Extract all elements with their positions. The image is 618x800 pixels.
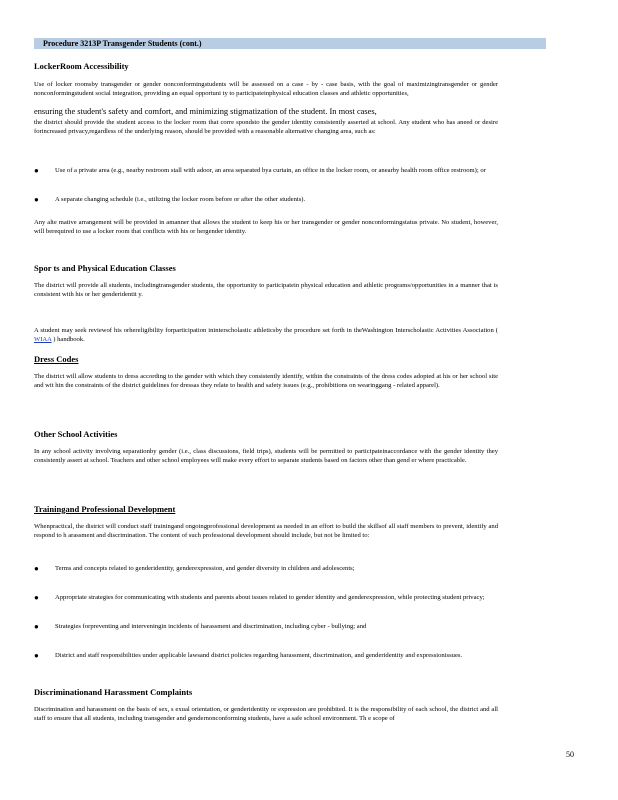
locker-room-paragraph-1: Use of locker roomsby transgender or gender nonconformingstudents will be assessed on a case - by - case basis, with the goal of maximizingtransgender or gender nonconformingstudent social integration, providing an equal opportuni ty to participateinphysical education classes and athletic opportunities,	[34, 81, 498, 98]
page-header: Procedure 3213P Transgender Students (cont.)	[43, 39, 202, 48]
locker-room-heading: LockerRoom Accessibility	[34, 61, 129, 71]
discrimination-heading: Discriminationand Harassment Complaints	[34, 687, 193, 697]
locker-room-paragraph-1-tail: the district should provide the student access to the locker room that corre spondsto the gender identity consistently asserted at school. Any student who has aneed or desire forincreased privacy,regardless of the underlying reason, should be provided with a reasonable alternative changing area, such as:	[34, 119, 498, 136]
bullet-icon: ●	[34, 593, 39, 602]
dress-codes-paragraph: The district will allow students to dress according to the gender with which they consistently identify, within the constraints of the dress codes adopted at his or her school site and wit hin the constraints of the district guidelines for dressas they relate to health and safety issues (e.g., prohibitions on wearinggang - related apparel).	[34, 373, 498, 390]
training-paragraph: Whenpractical, the district will conduct staff trainingand ongoingprofessional development as needed in an effort to build the skillsof all staff members to prevent, identify and respond to h arassment and discrimination. The content of such professional development should include, but not be limited to:	[34, 523, 498, 540]
sports-heading: Spor ts and Physical Education Classes	[34, 263, 176, 273]
locker-room-paragraph-2: Any alte mative arrangement will be provided in amanner that allows the student to keep his or her transgender or gender nonconformingstatus private. No student, however, will berequired to use a locker room that conflicts with his or hergender identity.	[34, 219, 498, 236]
sports-paragraph-2: A student may seek reviewof his orhereligibility forparticipation ininterscholastic athleticsby the procedure set forth in theWashington Interscholastic Activities Association ( WIAA ) handbook.	[34, 327, 498, 344]
document-page: Procedure 3213P Transgender Students (cont.) LockerRoom Accessibility Use of locker roomsby transgender or gender nonconformingstudents will be assessed on a case - by - case basis, with the goal of maximizingtransgender or gender nonconformingstudent social integration, providing an equal opportuni ty to participateinphysical education classes and athletic opportunities, ensuring the student's safety and comfort, and minimizing stigmatization of the student. In most cases, the district should provide the student access to the locker room that corre spondsto the gender identity consistently asserted at school. Any student who has aneed or desire forincreased privacy,regardless of the underlying reason, should be provided with a reasonable alternative changing area, such as: ● Use of a private area (e.g., nearby restroom stall with adoor, an area separated bya curtain, an office in the locker room, or anearby health room office restroom); or ● A separate changing schedule (i.e., utilizing the locker room before or after the other students). Any alte mative arrangement will be provided in amanner that allows the student to keep his or her transgender or gender nonconformingstatus private. No student, however, will berequired to use a locker room that conflicts with his or hergender identity. Spor ts and Physical Education Classes The district will provide all students, includingtransgender students, the opportunity to participatein physical education and athletic programs/opportunities in a manner that is consistent with his or her genderidentit y. A student may seek reviewof his orhereligibility forparticipation ininterscholastic athleticsby the procedure set forth in theWashington Interscholastic Activities Association ( WIAA ) handbook. Dress Codes The district will allow students to dress according to the gender with which they consistently identify, within the constraints of the dress codes adopted at his or her school site and wit hin the constraints of the district guidelines for dressas they relate to health and safety issues (e.g., prohibitions on wearinggang - related apparel). Other School Activities In any school activity involving separationby gender (i.e., class discussions, field trips), students will be permitted to participateinaccordance with the gender identity they consistently assert at school. Teachers and other school employees will make every effort to separate students based on factors other than gend er where practicable. Trainingand Professional Development Whenpractical, the district will conduct staff trainingand ongoingprofessional development as needed in an effort to build the skillsof all staff members to prevent, identify and respond to h arassment and discrimination. The content of such professional development should include, but not be limited to: ● Terms and concepts related to genderidentity, genderexpression, and gender diversity in children and adolescents; ● Appropriate strategies for communicating with students and parents about issues related to gender identity and genderexpression, while protecting student privacy; ● Strategies forpreventing and interveningin incidents of harassment and discrimination, including cyber - bullying; and ● District and staff responsibilities under applicable lawsand district policies regarding harassment, discrimination, and genderidentity and expressionissues. Discriminationand Harassment Complaints Discrimination and harassment on the basis of sex, s exual orientation, or genderidentity or expression are prohibited. It is the responsibility of each school, the district and all staff to ensure that all students, including transgender and gendernonconforming students, have a safe school environment. Th e scope of 50	[34, 39, 574, 759]
locker-room-paragraph-1-emphasis: ensuring the student's safety and comfort, and minimizing stigmatization of the student. In most cases,	[34, 107, 377, 116]
sports-paragraph-1: The district will provide all students, includingtransgender students, the opportunity to participatein physical education and athletic programs/opportunities in a manner that is consistent with his or her genderidentit y.	[34, 282, 498, 299]
page-number: 50	[566, 750, 574, 759]
bullet-icon: ●	[34, 195, 39, 204]
bullet-icon: ●	[34, 564, 39, 573]
discrimination-paragraph: Discrimination and harassment on the basis of sex, s exual orientation, or genderidentity or expression are prohibited. It is the responsibility of each school, the district and all staff to ensure that all students, including transgender and gendernonconforming students, have a safe school environment. Th e scope of	[34, 706, 498, 723]
bullet-icon: ●	[34, 166, 39, 175]
wiaa-link[interactable]: WIAA	[34, 336, 52, 344]
other-activities-heading: Other School Activities	[34, 429, 118, 439]
bullet-icon: ●	[34, 651, 39, 660]
training-heading: Trainingand Professional Development	[34, 504, 176, 514]
dress-codes-heading: Dress Codes	[34, 354, 79, 364]
other-activities-paragraph: In any school activity involving separationby gender (i.e., class discussions, field trips), students will be permitted to participateinaccordance with the gender identity they consistently assert at school. Teachers and other school employees will make every effort to separate students based on factors other than gend er where practicable.	[34, 448, 498, 465]
bullet-icon: ●	[34, 622, 39, 631]
